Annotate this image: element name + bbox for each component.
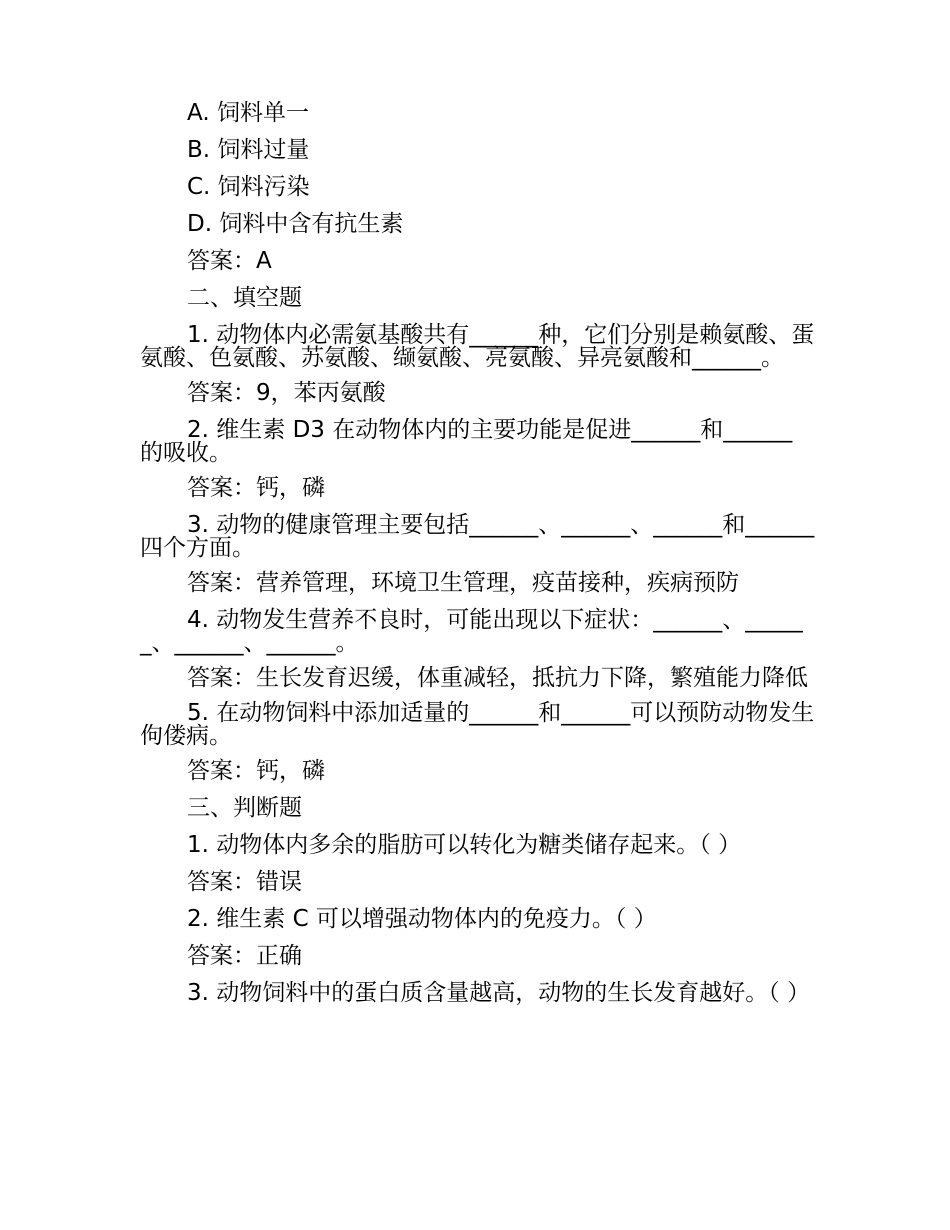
answer-line: 答案：正确 xyxy=(187,943,302,969)
answer-line: 答案：错误 xyxy=(187,869,302,895)
answer-line: 答案：9，苯丙氨酸 xyxy=(187,380,386,406)
section-heading-fill-blank: 二、填空题 xyxy=(187,285,302,311)
question-fill-2: 2. 维生素 D3 在动物体内的主要功能是促进______和______的吸收。 xyxy=(140,417,793,466)
question-fill-5: 5. 在动物饲料中添加适量的______和______可以预防动物发生佝偻病。 xyxy=(140,700,815,749)
question-fill-1: 1. 动物体内必需氨基酸共有______种，它们分别是赖氨酸、蛋氨酸、色氨酸、苏氨酸、缬氨酸、亮氨酸、异亮氨酸和______。 xyxy=(140,322,815,371)
answer-line: 答案：钙，磷 xyxy=(187,475,325,501)
option-a: A. 饲料单一 xyxy=(187,100,309,126)
question-tf-1: 1. 动物体内多余的脂肪可以转化为糖类储存起来。（ ） xyxy=(187,832,742,858)
question-fill-4: 4. 动物发生营养不良时，可能出现以下症状：______、______、______、______。 xyxy=(140,607,803,656)
option-b: B. 饲料过量 xyxy=(187,137,310,163)
answer-line: 答案：钙，磷 xyxy=(187,758,325,784)
question-tf-3: 3. 动物饲料中的蛋白质含量越高，动物的生长发育越好。（ ） xyxy=(187,980,811,1006)
answer-line: 答案：生长发育迟缓，体重减轻，抵抗力下降，繁殖能力降低 xyxy=(187,665,808,691)
section-heading-true-false: 三、判断题 xyxy=(187,795,302,821)
question-tf-2: 2. 维生素 C 可以增强动物体内的免疫力。（ ） xyxy=(187,906,657,932)
document-page xyxy=(140,102,815,1017)
option-d: D. 饲料中含有抗生素 xyxy=(187,211,404,237)
answer-line: 答案：A xyxy=(187,248,272,274)
option-c: C. 饲料污染 xyxy=(187,174,310,200)
answer-line: 答案：营养管理，环境卫生管理，疫苗接种，疾病预防 xyxy=(187,570,739,596)
question-fill-3: 3. 动物的健康管理主要包括______、______、______和______四个方面。 xyxy=(140,512,815,561)
